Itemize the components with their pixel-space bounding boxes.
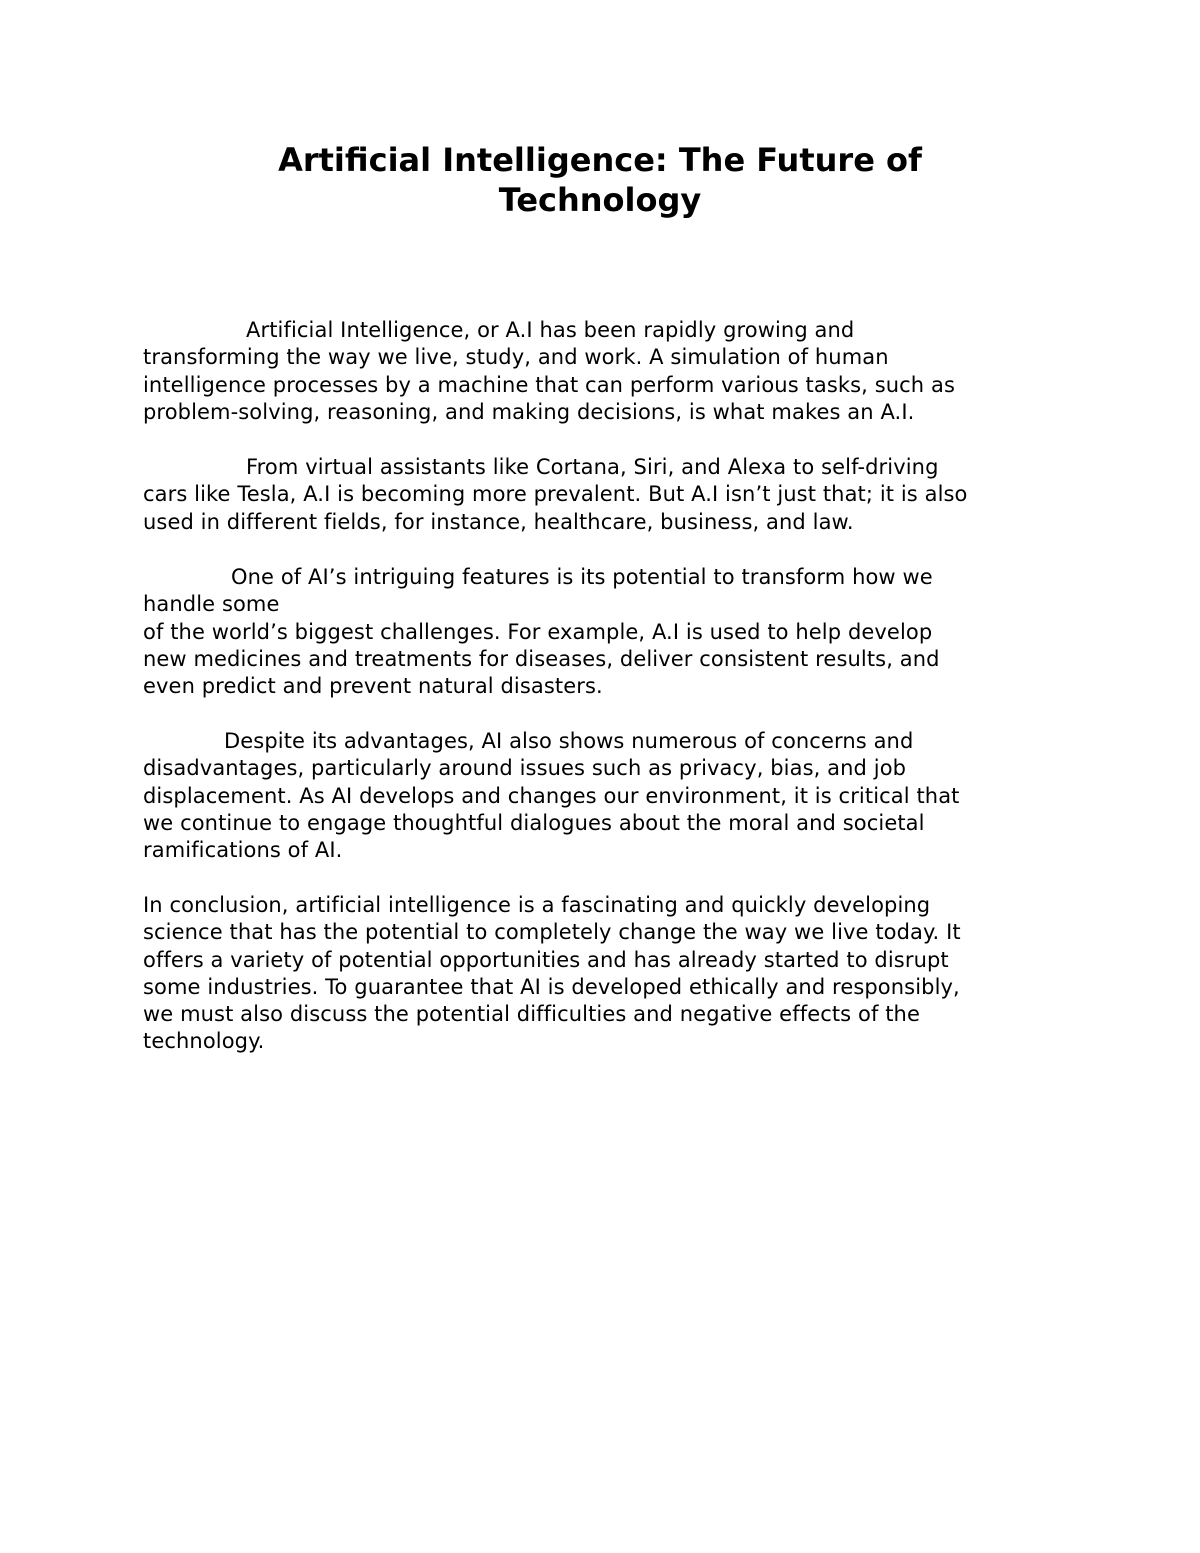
paragraph-line: we continue to engage thoughtful dialogues about the moral and societal — [143, 810, 925, 835]
paragraph-line: ramifications of AI. — [143, 838, 343, 863]
paragraph-line: some industries. To guarantee that AI is developed ethically and responsibly, — [143, 974, 960, 999]
paragraph-challenges — [143, 564, 1083, 700]
paragraph-line: In conclusion, artificial intelligence is a fascinating and quickly developing — [143, 893, 931, 917]
paragraph-line: used in different fields, for instance, healthcare, business, and law. — [143, 509, 854, 534]
title-line: Artificial Intelligence: The Future of — [278, 141, 922, 179]
paragraph-line: transforming the way we live, study, and work. A simulation of human — [143, 345, 889, 370]
paragraph-line: of the world’s biggest challenges. For example, A.I is used to help develop — [143, 619, 933, 644]
paragraph-intro — [143, 317, 1083, 426]
paragraph-line: science that has the potential to completely change the way we live today. It — [143, 920, 961, 945]
paragraph-line: offers a variety of potential opportunities and has already started to disrupt — [143, 947, 949, 972]
paragraph-line: cars like Tesla, A.I is becoming more prevalent. But A.I isn’t just that; it is also — [143, 482, 968, 507]
paragraph-concerns — [143, 728, 1083, 864]
paragraph-line: displacement. As AI develops and changes our environment, it is critical that — [143, 783, 960, 808]
title-line: Technology — [498, 181, 702, 219]
paragraph-conclusion — [143, 892, 1083, 1056]
paragraph-line: Despite its advantages, AI also shows numerous of concerns and — [224, 729, 914, 753]
paragraph-line: new medicines and treatments for diseases, deliver consistent results, and — [143, 646, 940, 671]
paragraph-line: we must also discuss the potential difficulties and negative effects of the — [143, 1002, 920, 1027]
paragraph-line: intelligence processes by a machine that can perform various tasks, such as — [143, 372, 956, 397]
paragraph-line: even predict and prevent natural disasters. — [143, 674, 603, 699]
paragraph-line: From virtual assistants like Cortana, Siri, and Alexa to self-driving — [246, 455, 939, 479]
document-title — [143, 140, 1057, 220]
paragraph-line: handle some — [143, 592, 280, 617]
paragraph-line: problem-solving, reasoning, and making decisions, is what makes an A.I. — [143, 399, 915, 424]
paragraph-line: One of AI’s intriguing features is its potential to transform how we — [231, 565, 933, 589]
paragraph-applications — [143, 454, 1083, 536]
paragraph-line: disadvantages, particularly around issues such as privacy, bias, and job — [143, 756, 907, 781]
paragraph-line: Artificial Intelligence, or A.I has been rapidly growing and — [246, 318, 855, 342]
paragraph-line: technology. — [143, 1029, 265, 1054]
